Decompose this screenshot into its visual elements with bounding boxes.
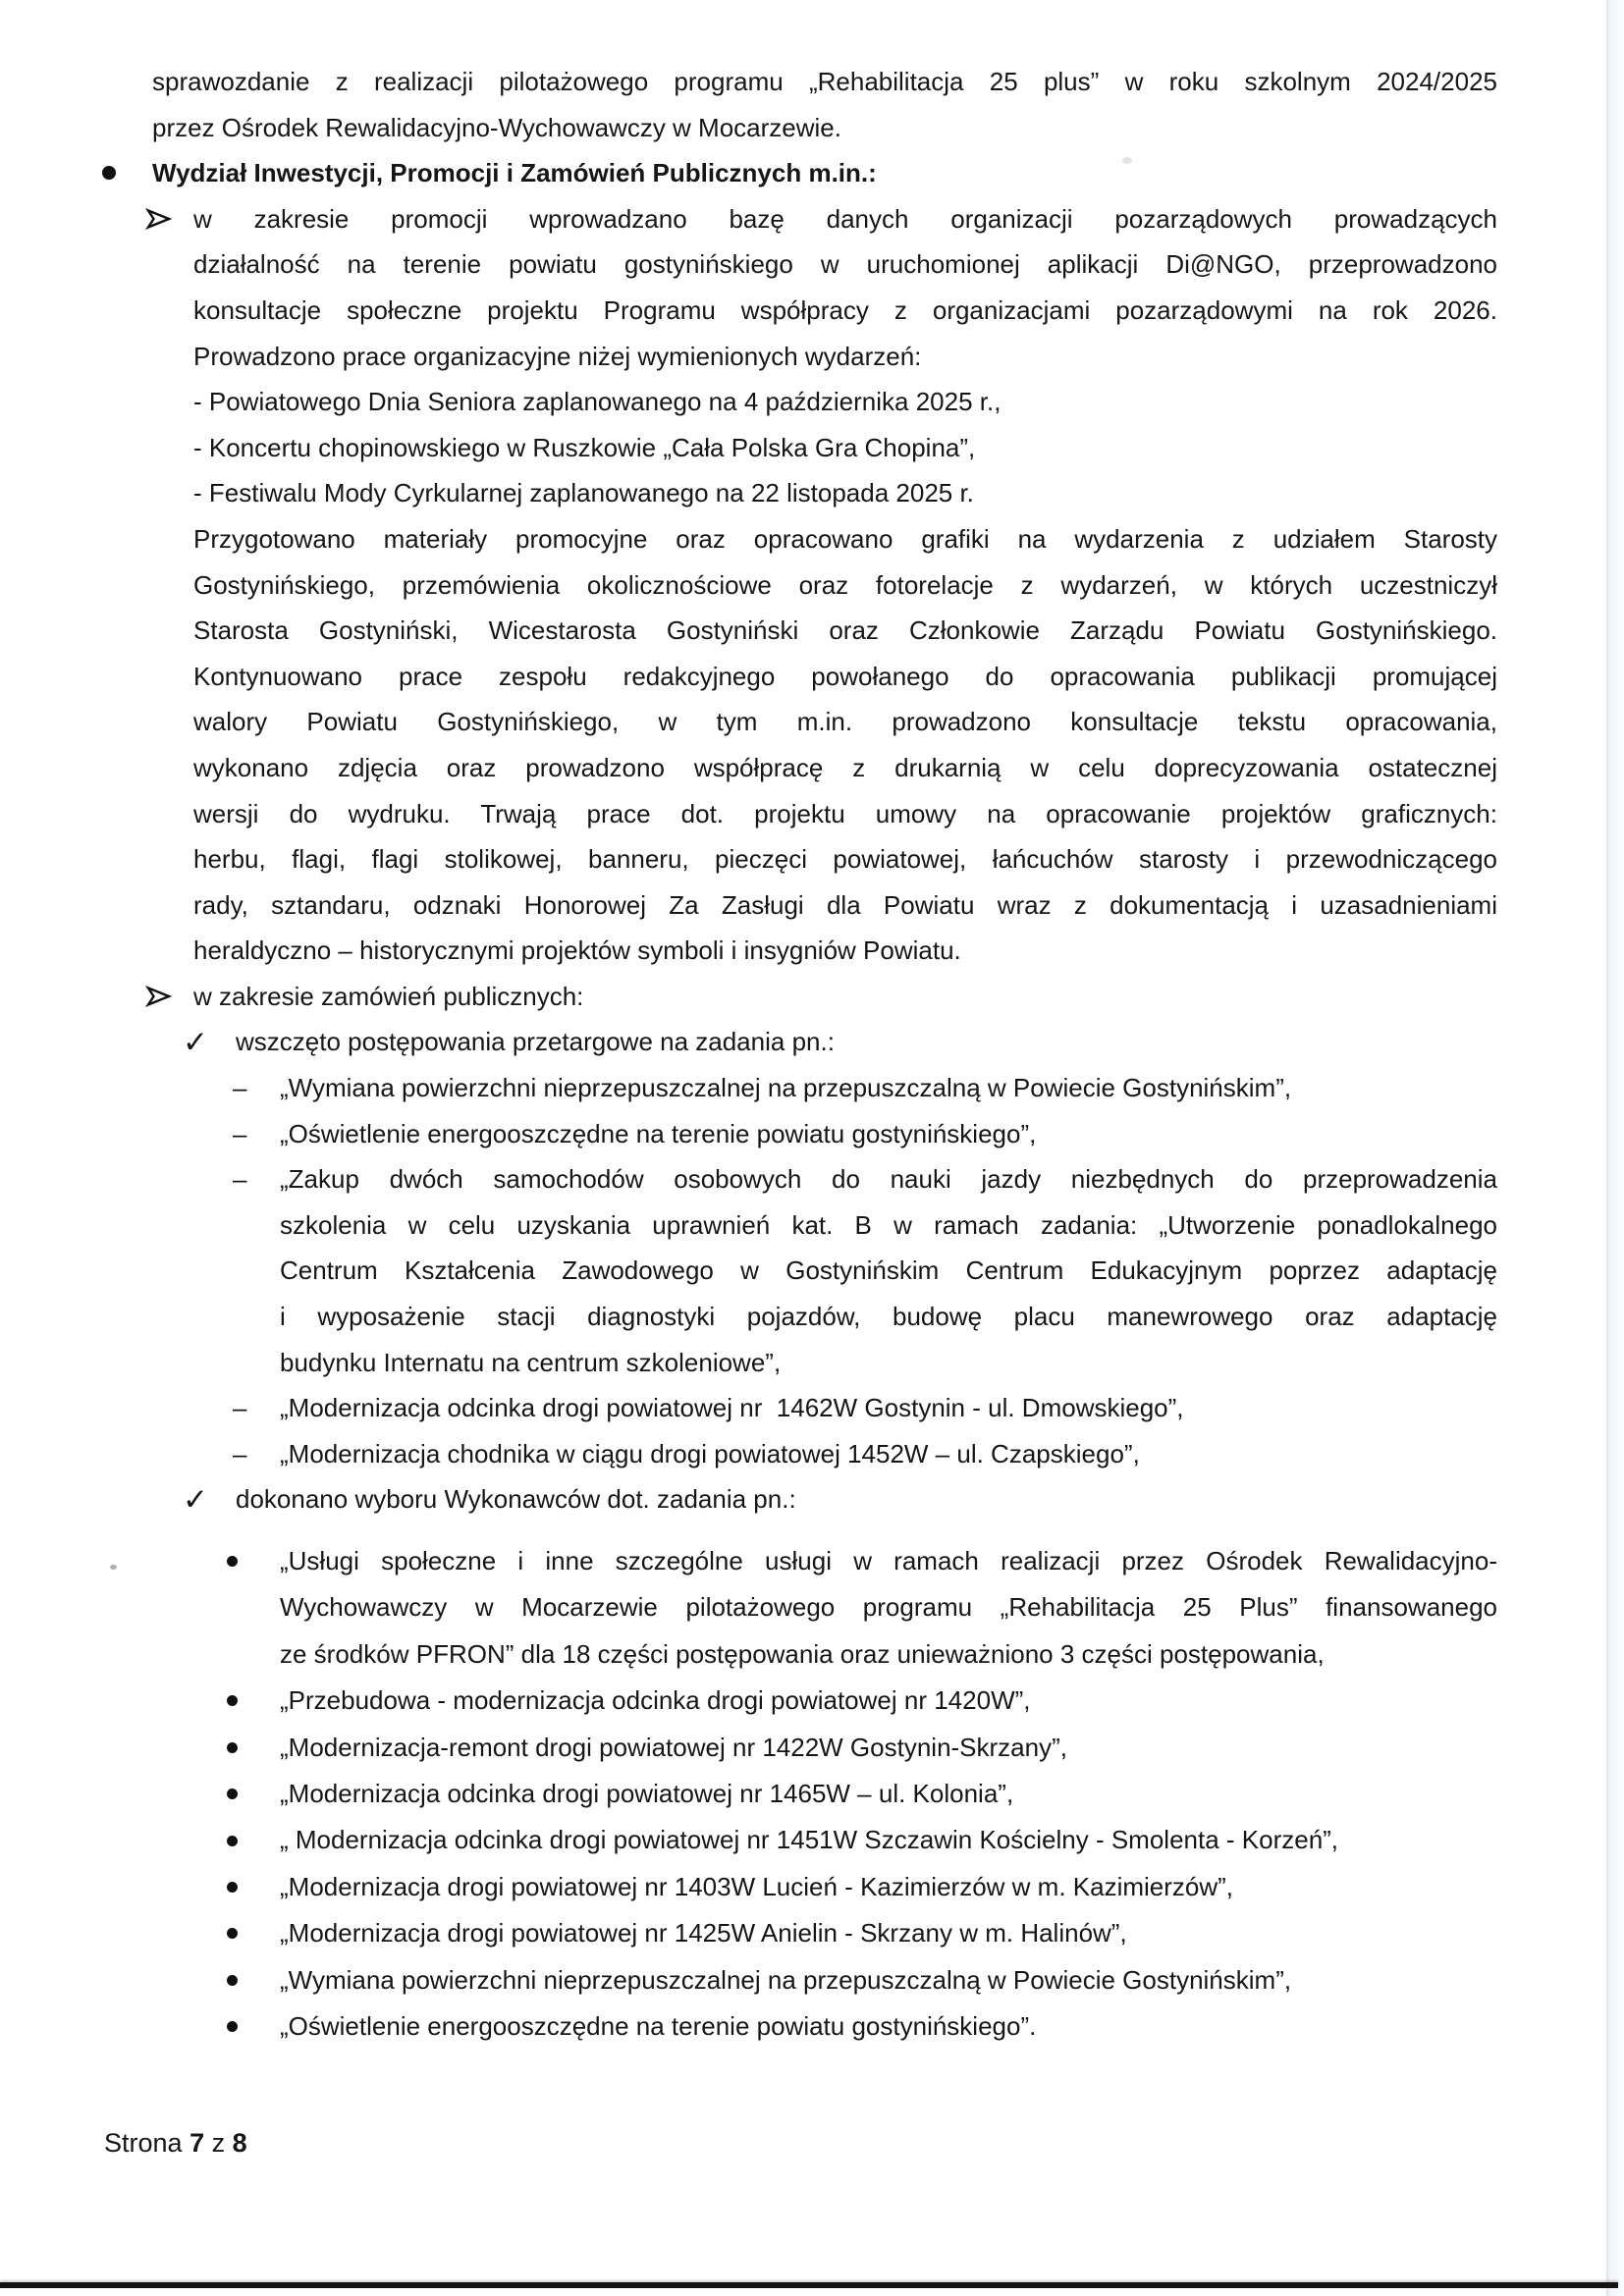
arrow-bullet-icon [145,974,172,1020]
doc-line [0,562,1624,609]
text-line: Wychowawczy w Mocarzewie pilotażowego programu „Rehabilitacja 25 Plus” finansowanego [280,1592,1497,1623]
doc-line [0,196,1624,242]
text-line: Przygotowano materiały promocyjne oraz opracowano grafiki na wydarzenia z udziałem Starosty [193,523,1497,554]
doc-line [0,150,1624,196]
text-line: „Zakup dwóch samochodów osobowych do nauki jazdy niezbędnych do przeprowadzenia [280,1164,1497,1195]
text-line: „Modernizacja drogi powiatowej nr 1403W Lucień - Kazimierzów w m. Kazimierzów”, [280,1871,1234,1901]
dot-bullet-icon [227,1817,238,1863]
doc-line [0,1065,1624,1111]
footer-label: Strona [104,2128,190,2158]
dash-bullet-icon: – [233,1438,247,1468]
doc-line [0,1538,1624,1584]
text-line: szkolenia w celu uzyskania uprawnień kat. B w ramach zadania: „Utworzenie ponadlokalnego [280,1209,1497,1240]
document-body [0,59,1624,2050]
dash-bullet-icon: – [233,1164,247,1195]
check-bullet-icon: ✓ [183,1024,208,1060]
dot-bullet-icon [227,1864,238,1910]
text-line: przez Ośrodek Rewalidacyjno-Wychowawczy w Mocarzewie. [152,112,841,142]
text-line: dokonano wyboru Wykonawców dot. zadania pn.: [236,1484,796,1515]
dot-bullet-icon [227,1771,238,1817]
footer-page-total: 8 [232,2128,247,2158]
doc-line [0,882,1624,929]
dot-bullet-icon [227,1725,238,1771]
doc-line [0,1385,1624,1431]
doc-line [0,791,1624,837]
doc-line [0,1817,1624,1863]
doc-line [0,1771,1624,1817]
doc-line [0,836,1624,882]
doc-line [0,1111,1624,1157]
text-line: konsultacje społeczne projektu Programu współpracy z organizacjami pozarządowymi na rok 2026. [193,294,1497,325]
text-line: rady, sztandaru, odznaki Honorowej Za Zasługi dla Powiatu wraz z dokumentacją i uzasadnieniami [193,889,1497,920]
text-line: Kontynuowano prace zespołu redakcyjnego powołanego do opracowania publikacji promującej [193,661,1497,691]
text-line: herbu, flagi, flagi stolikowej, banneru, pieczęci powiatowej, łańcuchów starosty i przewodniczącego [193,844,1497,875]
text-line: „Wymiana powierzchni nieprzepuszczalnej na przepuszczalną w Powiecie Gostynińskim”, [280,1964,1292,1995]
check-bullet-icon: ✓ [183,1481,208,1518]
doc-line [0,1910,1624,1956]
doc-line [0,1631,1624,1678]
doc-line [0,425,1624,471]
dash-bullet-icon: – [233,1118,247,1148]
doc-line [0,1019,1624,1065]
text-line: „Oświetlenie energooszczędne na terenie powiatu gostynińskiego”, [280,1118,1037,1148]
text-line: „Wymiana powierzchni nieprzepuszczalnej na przepuszczalną w Powiecie Gostynińskim”, [280,1073,1292,1103]
text-line: w zakresie promocji wprowadzano bazę danych organizacji pozarządowych prowadzących [193,203,1497,234]
doc-line [0,1476,1624,1522]
text-line: „Przebudowa - modernizacja odcinka drogi powiatowej nr 1420W”, [280,1685,1031,1716]
doc-line [0,1156,1624,1202]
text-line: - Festiwalu Mody Cyrkularnej zaplanowanego na 22 listopada 2025 r. [193,478,974,508]
doc-line [0,699,1624,745]
text-line: Centrum Kształcenia Zawodowego w Gostynińskim Centrum Edukacyjnym poprzez adaptację [280,1255,1497,1286]
doc-line [0,654,1624,700]
doc-line [0,745,1624,791]
text-line: i wyposażenie stacji diagnostyki pojazdów, budowę placu manewrowego oraz adaptację [280,1302,1497,1332]
dot-bullet-icon [227,2003,238,2050]
dot-bullet-icon [227,1957,238,2003]
text-line: - Koncertu chopinowskiego w Ruszkowie „Cała Polska Gra Chopina”, [193,432,976,462]
doc-line [0,105,1624,151]
text-line: Prowadzono prace organizacyjne niżej wymienionych wydarzeń: [193,341,922,371]
doc-line [0,334,1624,380]
doc-line [0,516,1624,562]
text-line: ze środków PFRON” dla 18 części postępowania oraz unieważniono 3 części postępowania, [280,1638,1325,1669]
scan-speck [1122,157,1132,164]
doc-line [0,2003,1624,2050]
text-line: „Modernizacja odcinka drogi powiatowej nr 1462W Gostynin - ul. Dmowskiego”, [280,1393,1184,1423]
doc-line [0,1340,1624,1386]
dot-bullet-icon [227,1910,238,1956]
text-line: „Modernizacja drogi powiatowej nr 1425W Anielin - Skrzany w m. Halinów”, [280,1918,1127,1949]
doc-line [0,1957,1624,2003]
doc-line [0,1725,1624,1771]
dash-bullet-icon: – [233,1073,247,1103]
text-line: walory Powiatu Gostynińskiego, w tym m.in. prowadzono konsultacje tekstu opracowania, [193,707,1497,737]
text-line: działalność na terenie powiatu gostynińskiego w uruchomionej aplikacji Di@NGO, przeprowadzono [193,249,1497,280]
doc-line [0,928,1624,974]
dot-bullet-icon [227,1538,238,1584]
arrow-bullet-icon [145,196,172,242]
footer-page-number: 7 [189,2128,205,2158]
doc-line [0,1864,1624,1910]
doc-line [0,1294,1624,1340]
dot-bullet-icon [227,1678,238,1724]
text-line: „Modernizacja-remont drogi powiatowej nr 1422W Gostynin-Skrzany”, [280,1732,1067,1762]
text-line: Gostynińskiego, przemówienia okolicznościowe oraz fotorelacje z wydarzeń, w których uczestniczył [193,569,1497,600]
text-line: budynku Internatu na centrum szkoleniowe”, [280,1347,782,1377]
text-line: wykonano zdjęcia oraz prowadzono współpracę z drukarnią w celu doprecyzowania ostatecznej [193,752,1497,782]
page-edge-shadow [1606,0,1624,2296]
doc-line [0,608,1624,654]
doc-line [0,470,1624,516]
text-line: „Usługi społeczne i inne szczególne usługi w ramach realizacji przez Ośrodek Rewalidacyjno- [280,1546,1497,1575]
disc-bullet-icon [102,150,116,196]
doc-line [0,59,1624,105]
doc-line [0,1248,1624,1294]
text-line: - Powiatowego Dnia Seniora zaplanowanego na 4 października 2025 r., [193,387,1001,417]
doc-line [0,241,1624,288]
text-line: heraldyczno – historycznymi projektów symboli i insygniów Powiatu. [193,935,961,966]
page-footer [104,2120,247,2165]
footer-separator: z [204,2128,233,2158]
text-line: wszczęto postępowania przetargowe na zadania pn.: [236,1027,835,1057]
bottom-scan-rule [0,2282,1618,2288]
text-line: sprawozdanie z realizacji pilotażowego programu „Rehabilitacja 25 plus” w roku szkolnym 2024/2025 [152,67,1497,96]
text-line: w zakresie zamówień publicznych: [193,981,584,1011]
text-line: Starosta Gostyniński, Wicestarosta Gostyniński oraz Członkowie Zarządu Powiatu Gostynińskiego. [193,615,1497,646]
text-line: „Modernizacja odcinka drogi powiatowej nr 1465W – ul. Kolonia”, [280,1778,1014,1808]
text-line: „ Modernizacja odcinka drogi powiatowej nr 1451W Szczawin Kościelny - Smolenta - Korzeń”, [280,1825,1339,1855]
text-line: „Oświetlenie energooszczędne na terenie powiatu gostynińskiego”. [280,2010,1037,2041]
doc-line [0,379,1624,425]
text-line: Wydział Inwestycji, Promocji i Zamówień Publicznych m.in.: [152,158,877,188]
doc-line [0,974,1624,1020]
doc-line [0,1584,1624,1630]
doc-line [0,1202,1624,1249]
doc-line [0,288,1624,334]
text-line: wersji do wydruku. Trwają prace dot. projektu umowy na opracowanie projektów graficznych: [193,798,1497,828]
dash-bullet-icon: – [233,1393,247,1423]
doc-line [0,1678,1624,1724]
text-line: „Modernizacja chodnika w ciągu drogi powiatowej 1452W – ul. Czapskiego”, [280,1438,1140,1468]
scan-speck [110,1565,117,1570]
doc-line [0,1431,1624,1477]
